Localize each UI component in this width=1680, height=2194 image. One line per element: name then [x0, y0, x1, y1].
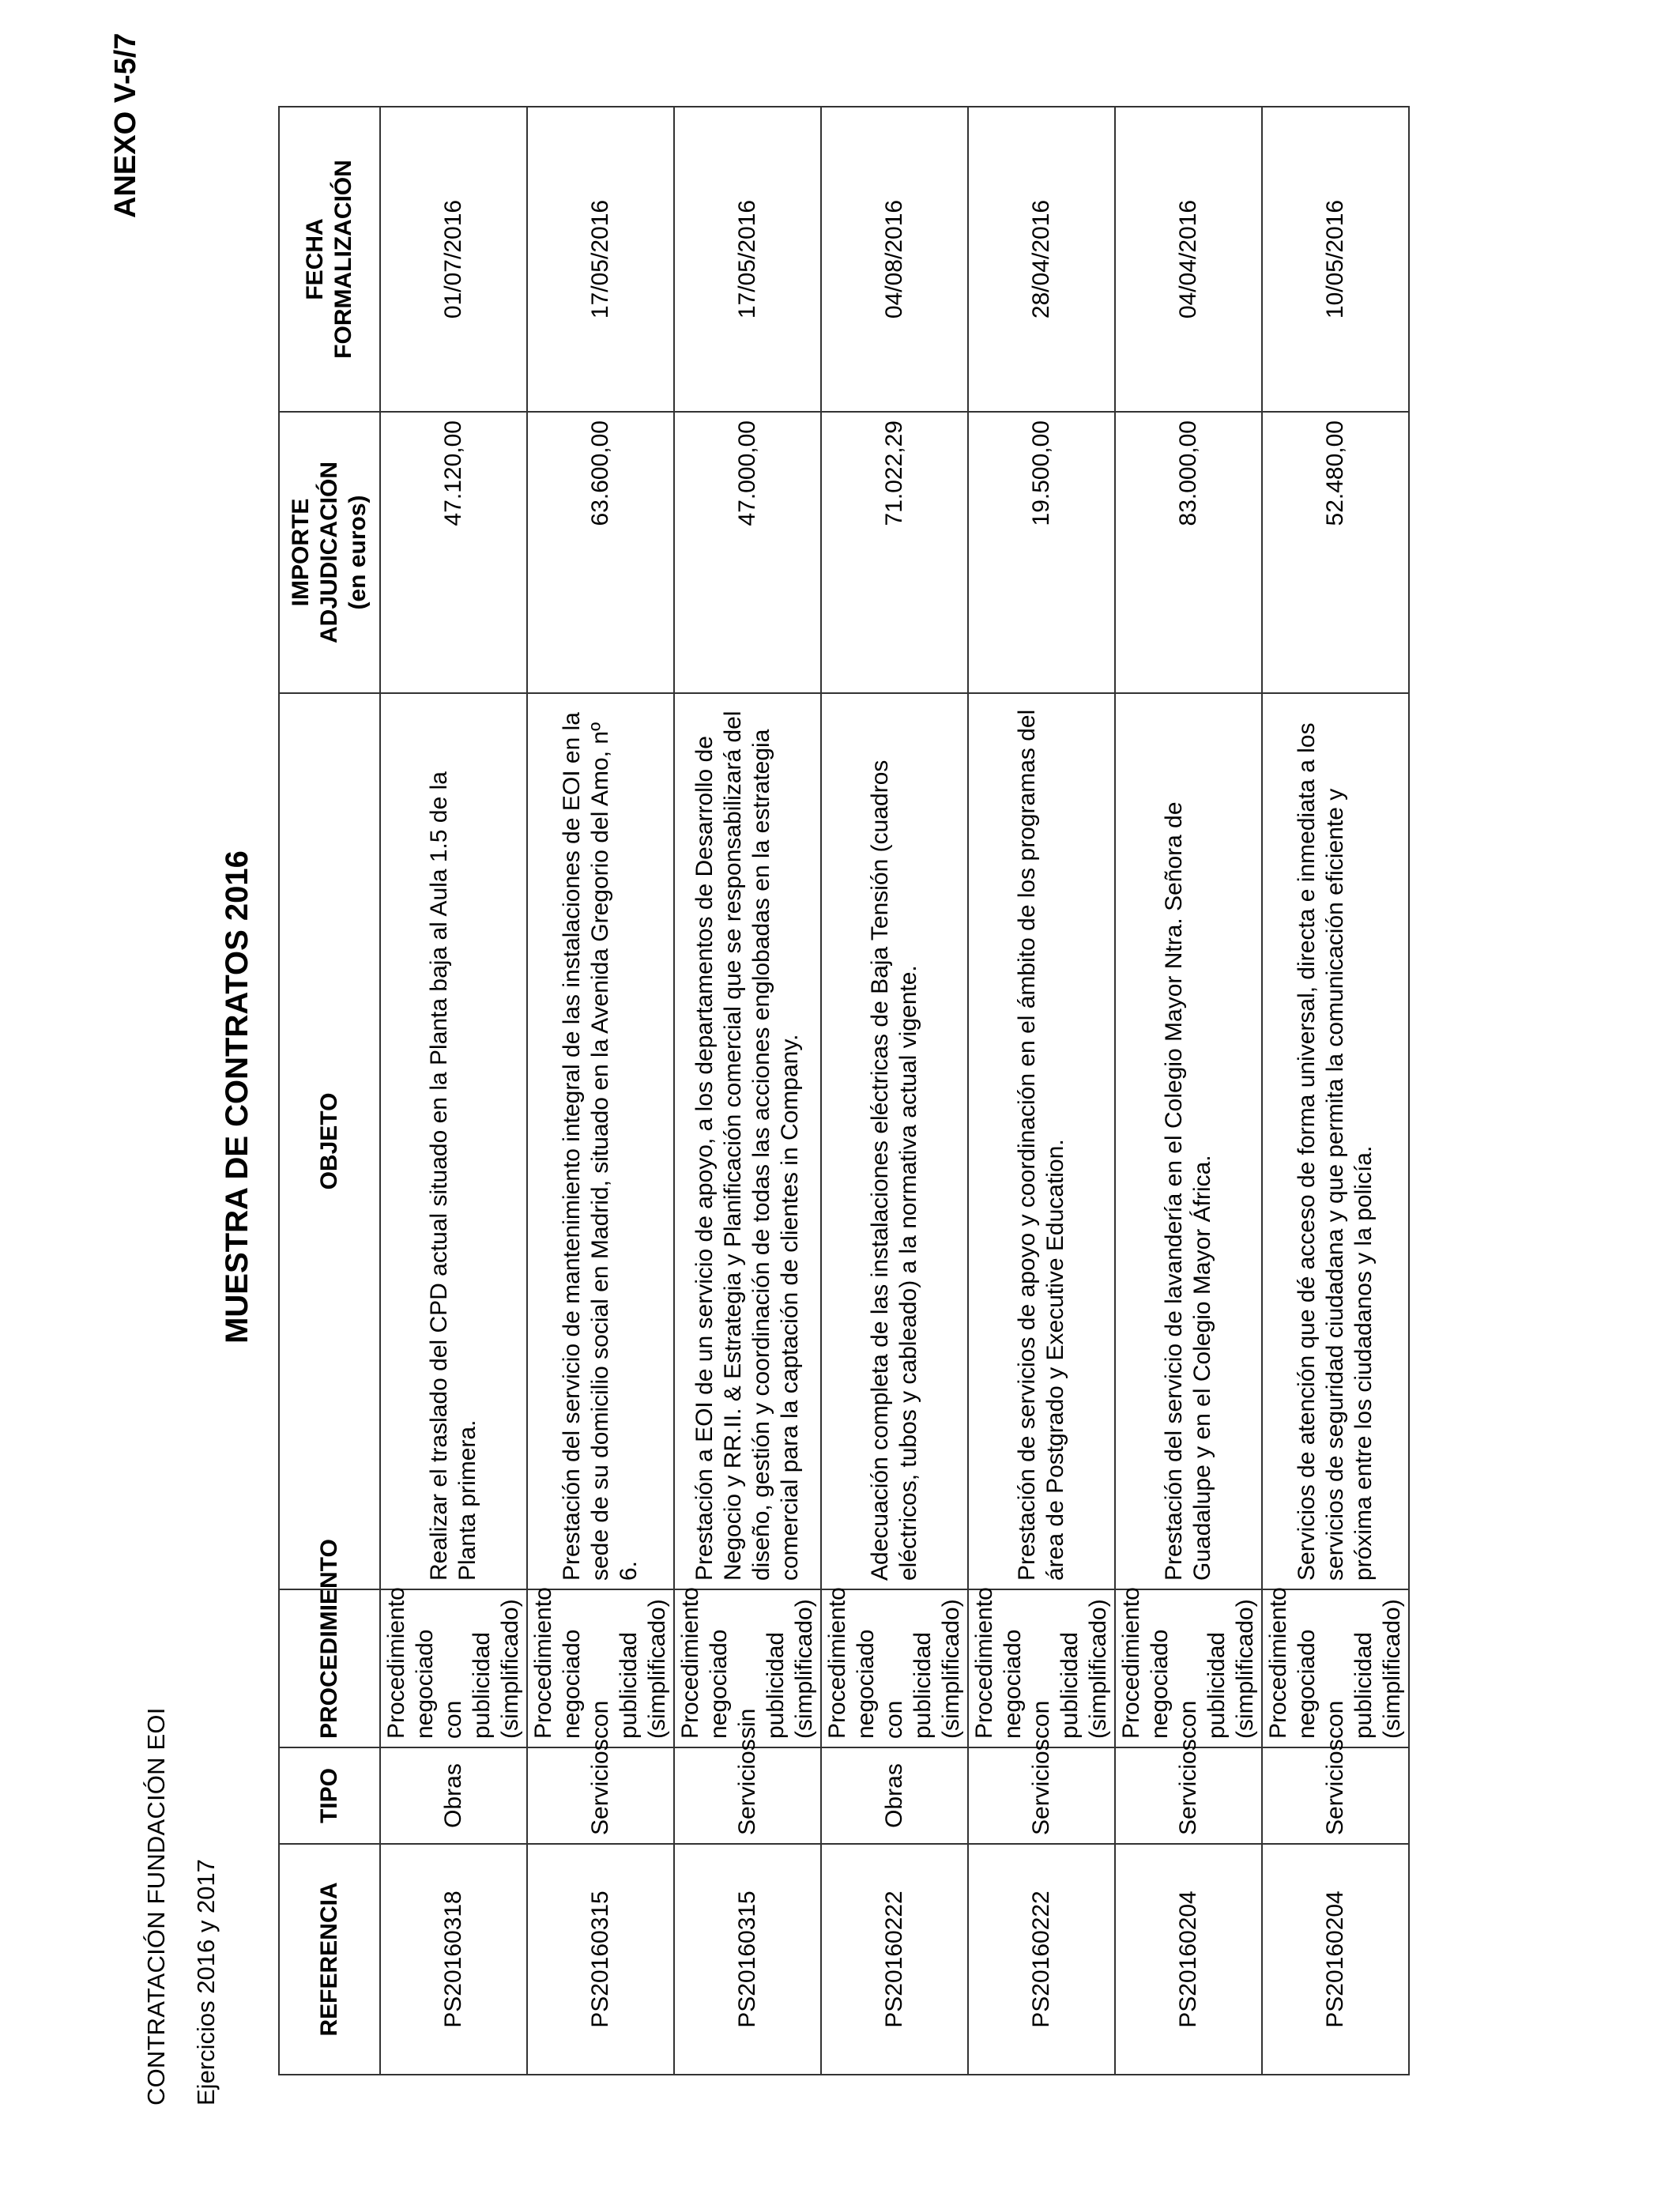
table-row [1262, 107, 1409, 2075]
cell-fecha: 28/04/2016 [968, 107, 1115, 412]
column-header-referencia: REFERENCIA [279, 1844, 380, 2075]
cell-tipo: Obras [821, 1747, 968, 1844]
cell-procedimiento: Procedimiento negociado sin publicidad (simplificado) [674, 1589, 821, 1747]
column-header-procedimiento: PROCEDIMIENTO [279, 1589, 380, 1747]
cell-fecha: 10/05/2016 [1262, 107, 1409, 412]
cell-procedimiento: Procedimiento negociado con publicidad (simplificado) [527, 1589, 674, 1747]
cell-tipo: Servicios [1115, 1747, 1262, 1844]
column-header-objeto: OBJETO [279, 693, 380, 1589]
cell-importe: 63.600,00 [527, 412, 674, 693]
cell-importe: 52.480,00 [1262, 412, 1409, 693]
cell-importe: 47.120,00 [380, 412, 527, 693]
cell-referencia: PS20160222 [968, 1844, 1115, 2075]
table-row [968, 107, 1115, 2075]
table-row [821, 107, 968, 2075]
cell-procedimiento: Procedimiento negociado con publicidad (simplificado) [968, 1589, 1115, 1747]
cell-tipo: Servicios [1262, 1747, 1409, 1844]
cell-importe: 71.022,29 [821, 412, 968, 693]
cell-fecha: 04/08/2016 [821, 107, 968, 412]
cell-procedimiento: Procedimiento negociado con publicidad (simplificado) [1262, 1589, 1409, 1747]
cell-importe: 83.000,00 [1115, 412, 1262, 693]
table-row [527, 107, 674, 2075]
document-title: MUESTRA DE CONTRATOS 2016 [220, 850, 254, 1344]
column-header-importe: IMPORTE ADJUDICACIÓN (en euros) [279, 412, 380, 693]
cell-objeto: Prestación del servicio de lavandería en el Colegio Mayor Ntra. Señora de Guadalupe y en el Colegio Mayor África. [1115, 693, 1262, 1589]
column-header-tipo: TIPO [279, 1747, 380, 1844]
cell-objeto: Adecuación completa de las instalaciones eléctricas de Baja Tensión (cuadros eléctricos, tubos y cableado) a la normativa actual vigente. [821, 693, 968, 1589]
cell-objeto: Prestación de servicios de apoyo y coordinación en el ámbito de los programas del área de Postgrado y Executive Education. [968, 693, 1115, 1589]
cell-tipo: Servicios [968, 1747, 1115, 1844]
table-row [380, 107, 527, 2075]
cell-referencia: PS20160315 [674, 1844, 821, 2075]
years-header: Ejercicios 2016 y 2017 [192, 1859, 220, 2105]
cell-fecha: 01/07/2016 [380, 107, 527, 412]
cell-objeto: Servicios de atención que dé acceso de forma universal, directa e inmediata a los servicios de seguridad ciudadana y que permita la comunicación eficiente y próxima entre los ciudadanos y la policía. [1262, 693, 1409, 1589]
cell-objeto: Realizar el traslado del CPD actual situado en la Planta baja al Aula 1.5 de la Planta primera. [380, 693, 527, 1589]
cell-tipo: Obras [380, 1747, 527, 1844]
cell-referencia: PS20160204 [1262, 1844, 1409, 2075]
cell-procedimiento: Procedimiento negociado con publicidad (simplificado) [821, 1589, 968, 1747]
cell-objeto: Prestación del servicio de mantenimiento integral de las instalaciones de EOI en la sede de su domicilio social en Madrid, situado en la Avenida Gregorio del Amo, nº 6. [527, 693, 674, 1589]
cell-fecha: 17/05/2016 [674, 107, 821, 412]
cell-referencia: PS20160204 [1115, 1844, 1262, 2075]
cell-procedimiento: Procedimiento negociado con publicidad (simplificado) [1115, 1589, 1262, 1747]
cell-procedimiento: Procedimiento negociado con publicidad (simplificado) [380, 1589, 527, 1747]
cell-objeto: Prestación a EOI de un servicio de apoyo, a los departamentos de Desarrollo de Negocio y RR.II. & Estrategia y Planificación comercial que se responsabilizará del diseño, gestión y coordinación de todas las acciones englobadas en la estrategia comercial para la captación de clientes in Company. [674, 693, 821, 1589]
table-row [1115, 107, 1262, 2075]
cell-importe: 19.500,00 [968, 412, 1115, 693]
cell-referencia: PS20160318 [380, 1844, 527, 2075]
cell-fecha: 17/05/2016 [527, 107, 674, 412]
column-header-fecha: FECHA FORMALIZACIÓN [279, 107, 380, 412]
cell-referencia: PS20160222 [821, 1844, 968, 2075]
annex-label: ANEXO V-5/7 [109, 32, 142, 218]
cell-fecha: 04/04/2016 [1115, 107, 1262, 412]
organization-header: CONTRATACIÓN FUNDACIÓN EOI [142, 1707, 170, 2105]
cell-tipo: Servicios [674, 1747, 821, 1844]
table-row [674, 107, 821, 2075]
cell-importe: 47.000,00 [674, 412, 821, 693]
table-header-row [279, 107, 380, 2075]
contracts-table [278, 106, 1410, 2075]
cell-tipo: Servicios [527, 1747, 674, 1844]
cell-referencia: PS20160315 [527, 1844, 674, 2075]
